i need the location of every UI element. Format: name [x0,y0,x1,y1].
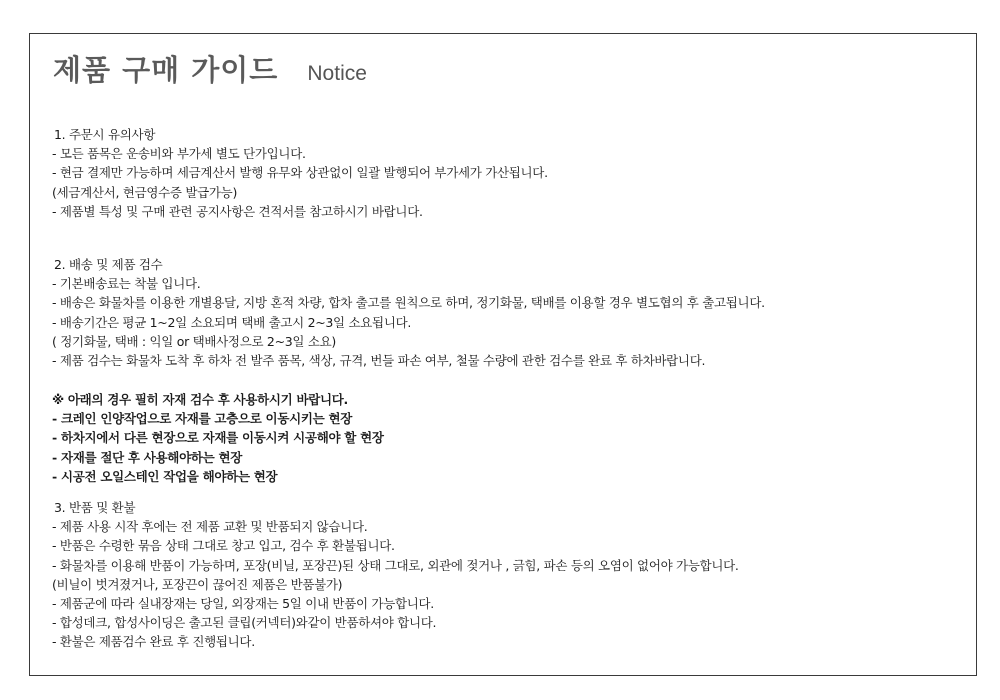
page-header [53,48,367,89]
notice-frame [29,33,977,676]
list-item: - 제품별 특성 및 구매 관련 공지사항은 견적서를 참고하시기 바랍니다. [52,203,423,219]
list-item: ( 정기화물, 택배 : 익일 or 택배사정으로 2~3일 소요) [52,333,336,349]
list-item: (비닐이 벗겨졌거나, 포장끈이 끊어진 제품은 반품불가) [52,576,343,592]
list-item: - 화물차를 이용해 반품이 가능하며, 포장(비닐, 포장끈)된 상태 그대로, 외관에 젖거나 , 긁힘, 파손 등의 오염이 없어야 가능합니다. [52,557,739,573]
section-returns-refunds [52,498,962,652]
warning-item: - 자재를 절단 후 사용해야하는 현장 [52,449,242,465]
warning-item: - 크레인 인양작업으로 자재를 고층으로 이동시키는 현장 [52,411,353,427]
list-item: - 제품 사용 시작 후에는 전 제품 교환 및 반품되지 않습니다. [52,519,368,535]
warning-item: - 시공전 오일스테인 작업을 해야하는 현장 [52,468,278,484]
list-item: - 모든 품목은 운송비와 부가세 별도 단가입니다. [52,146,306,162]
section-heading: 3. 반품 및 환불 [54,500,136,515]
warning-item: - 하차지에서 다른 현장으로 자재를 이동시켜 시공해야 할 현장 [52,430,384,446]
section-heading: 1. 주문시 유의사항 [54,127,156,142]
page-title: 제품 구매 가이드 [53,53,279,87]
list-item: - 배송은 화물차를 이용한 개별용달, 지방 혼적 차량, 합차 출고를 원칙으로 하며, 정기화물, 택배를 이용할 경우 별도협의 후 출고됩니다. [52,295,765,311]
section-order-notes [52,125,962,221]
page-subtitle: Notice [307,62,367,85]
list-item: - 기본배송료는 착불 입니다. [52,276,201,292]
list-item: - 반품은 수령한 묶음 상태 그대로 창고 입고, 검수 후 환불됩니다. [52,538,395,554]
list-item: (세금계산서, 현금영수증 발급가능) [52,184,238,200]
section-heading: 2. 배송 및 제품 검수 [54,256,163,272]
section-shipping-inspection [52,255,962,370]
warning-heading: ※ 아래의 경우 필히 자재 검수 후 사용하시기 바랍니다. [52,392,348,408]
list-item: - 현금 결제만 가능하며 세금계산서 발행 유무와 상관없이 일괄 발행되어 부가세가 가산됩니다. [52,165,548,181]
list-item: - 제품 검수는 화물차 도착 후 하차 전 발주 품목, 색상, 규격, 번들 파손 여부, 철물 수량에 관한 검수를 완료 후 하차바랍니다. [52,352,706,368]
section-inspection-warning [52,390,962,486]
list-item: - 배송기간은 평균 1~2일 소요되며 택배 출고시 2~3일 소요됩니다. [52,314,412,330]
list-item: - 제품군에 따라 실내장재는 당일, 외장재는 5일 이내 반품이 가능합니다. [52,595,434,611]
list-item: - 환불은 제품검수 완료 후 진행됩니다. [52,634,255,650]
list-item: - 합성데크, 합성사이딩은 출고된 클립(커넥터)와같이 반품하셔야 합니다. [52,615,437,631]
notice-content [52,125,962,652]
